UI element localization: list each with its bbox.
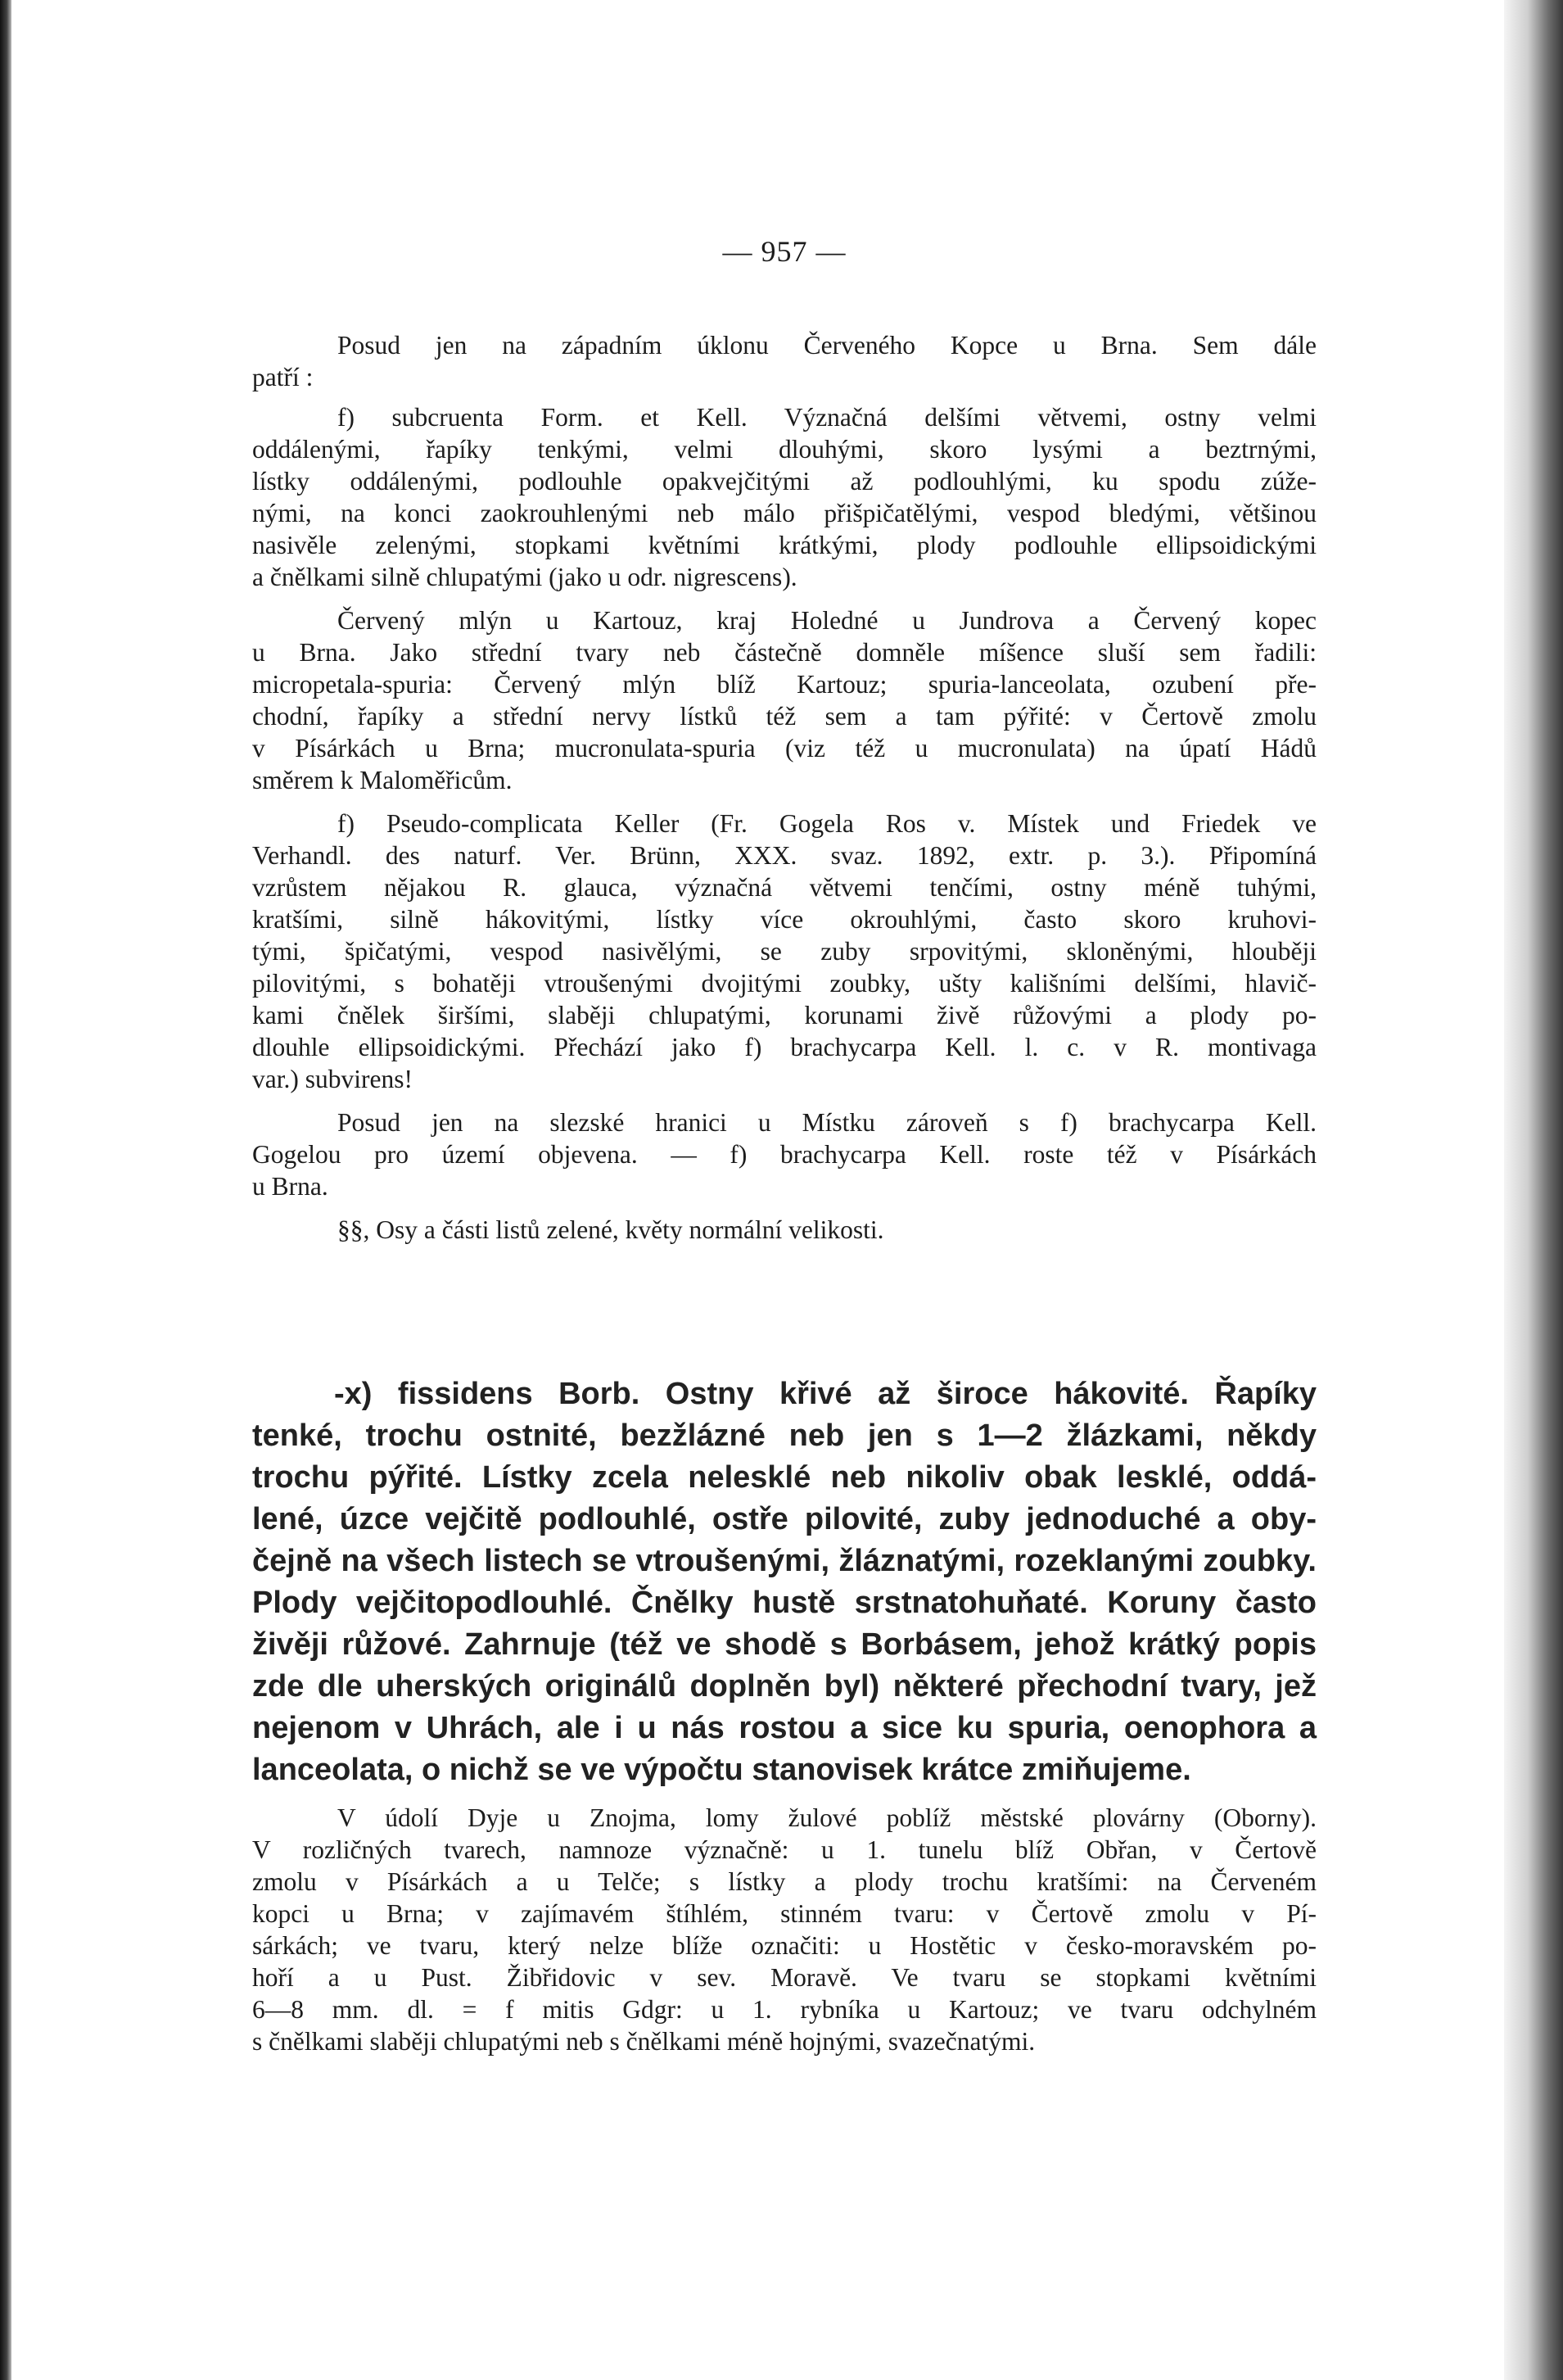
text-line: tenké, trochu ostnité, bezžlázné neb jen s 1—2 žlázkami, někdy xyxy=(252,1418,1317,1453)
text-line: Posud jen na západním úklonu Červeného Kopce u Brna. Sem dále xyxy=(337,331,1317,360)
text-line: 6—8 mm. dl. = f mitis Gdgr: u 1. rybníka u Kartouz; ve tvaru odchylném xyxy=(252,1995,1317,2024)
text-line: kami čnělek širšími, slaběji chlupatými, korunami živě růžovými a plody po- xyxy=(252,1001,1317,1029)
scan-right-edge xyxy=(1504,0,1563,2380)
text-line: Posud jen na slezské hranici u Místku zároveň s f) brachycarpa Kell. xyxy=(337,1108,1317,1137)
text-line: var.) subvirens! xyxy=(252,1065,413,1093)
paragraph-fissidens xyxy=(252,1373,1317,1791)
text-block-fissidens xyxy=(252,1373,1317,1791)
text-line: trochu pýřité. Lístky zcela nelesklé neb nikoliv obak lesklé, oddá- xyxy=(252,1460,1317,1495)
paragraph-subcruenta xyxy=(252,401,1317,593)
text-line: kopci u Brna; v zajímavém štíhlém, stinném tvaru: v Čertově zmolu v Pí- xyxy=(252,1899,1317,1928)
text-line: nejenom v Uhrách, ale i u nás rostou a sice ku spuria, oenophora a xyxy=(252,1711,1317,1745)
text-line: oddálenými, řapíky tenkými, velmi dlouhými, skoro lysými a beztrnými, xyxy=(252,435,1317,464)
text-block-1 xyxy=(252,329,1317,1246)
text-line: lené, úzce vejčitě podlouhlé, ostře pilovité, zuby jednoduché a oby- xyxy=(252,1502,1317,1536)
paragraph-pseudo-complicata xyxy=(252,808,1317,1095)
text-line: f) Pseudo-complicata Keller (Fr. Gogela Ros v. Místek und Friedek ve xyxy=(337,809,1317,838)
text-line: zmolu v Písárkách a u Telče; s lístky a plody trochu kratšími: na Červeném xyxy=(252,1867,1317,1896)
paragraph-cerveny-mlyn xyxy=(252,604,1317,796)
text-line: s čnělkami slaběji chlupatými neb s čnělkami méně hojnými, svazečnatými. xyxy=(252,2027,1036,2056)
paragraph-udoli-dyje xyxy=(252,1802,1317,2057)
text-line: patří : xyxy=(252,363,314,391)
text-line: dlouhle ellipsoidickými. Přechází jako f) brachycarpa Kell. l. c. v R. montivaga xyxy=(252,1033,1317,1061)
text-line: Plody vejčitopodlouhlé. Čnělky hustě srstnatohuňaté. Koruny často xyxy=(252,1586,1317,1620)
text-line: V rozličných tvarech, namnoze význačně: u 1. tunelu blíž Obřan, v Čertově xyxy=(252,1835,1317,1864)
paragraph-posud xyxy=(252,329,1317,393)
text-line: micropetala-spuria: Červený mlýn blíž Kartouz; spuria-lanceolata, ozubení pře- xyxy=(252,670,1317,699)
text-line: v Písárkách u Brna; mucronulata-spuria (viz též u mucronulata) na úpatí Hádů xyxy=(252,734,1317,762)
text-line: sárkách; ve tvaru, který nelze blíže označiti: u Hostětic v česko-moravském po- xyxy=(252,1931,1317,1960)
text-line: chodní, řapíky a střední nervy lístků též sem a tam pýřité: v Čertově zmolu xyxy=(252,702,1317,731)
text-line: nými, na konci zaokrouhlenými neb málo přišpičatělými, vespod bledými, většinou xyxy=(252,499,1317,527)
text-line: Verhandl. des naturf. Ver. Brünn, XXX. svaz. 1892, extr. p. 3.). Připomíná xyxy=(252,841,1317,870)
text-line: směrem k Maloměřicům. xyxy=(252,766,513,794)
text-line: -x) fissidens Borb. Ostny křivé až široce hákovité. Řapíky xyxy=(334,1377,1317,1411)
text-line: čejně na všech listech se vtroušenými, žláznatými, rozeklanými zoubky. xyxy=(252,1544,1317,1578)
text-line: u Brna. xyxy=(252,1172,328,1201)
text-line: Gogelou pro území objevena. — f) brachycarpa Kell. roste též v Písárkách xyxy=(252,1140,1317,1169)
text-line: živěji růžové. Zahrnuje (též ve shodě s Borbásem, jehož krátký popis xyxy=(252,1627,1317,1662)
text-line: V údolí Dyje u Znojma, lomy žulové poblíž městské plovárny (Oborny). xyxy=(337,1803,1317,1832)
text-line: Červený mlýn u Kartouz, kraj Holedné u Jundrova a Červený kopec xyxy=(337,606,1317,635)
book-page xyxy=(252,0,1317,2380)
paragraph-slezske-hranice xyxy=(252,1106,1317,1202)
paragraph-section-heading xyxy=(252,1214,1317,1246)
text-line: zde dle uherských originálů doplněn byl) některé přechodní tvary, jež xyxy=(252,1669,1317,1704)
text-line: f) subcruenta Form. et Kell. Význačná delšími větvemi, ostny velmi xyxy=(337,403,1317,432)
text-line: pilovitými, s bohatěji vtroušenými dvojitými zoubky, ušty kališními delšími, hlavič- xyxy=(252,969,1317,998)
text-line: kratšími, silně hákovitými, lístky více okrouhlými, často skoro kruhovi- xyxy=(252,905,1317,934)
text-line: tými, špičatými, vespod nasivělými, se zuby srpovitými, skloněnými, hlouběji xyxy=(252,937,1317,966)
text-line: lístky oddálenými, podlouhle opakvejčitými až podlouhlými, ku spodu zúže- xyxy=(252,467,1317,495)
page-number: — 957 — xyxy=(722,235,847,268)
text-line: nasivěle zelenými, stopkami květními krátkými, plody podlouhle ellipsoidickými xyxy=(252,531,1317,559)
text-line: lanceolata, o nichž se ve výpočtu stanovisek krátce zmiňujeme. xyxy=(252,1753,1191,1787)
text-line: vzrůstem nějakou R. glauca, význačná větvemi tenčími, ostny méně tuhými, xyxy=(252,873,1317,902)
text-line: a čnělkami silně chlupatými (jako u odr. nigrescens). xyxy=(252,563,797,591)
text-line: hoří a u Pust. Žibřidovic v sev. Moravě. Ve tvaru se stopkami květními xyxy=(252,1963,1317,1992)
text-line: §§, Osy a části listů zelené, květy normální velikosti. xyxy=(337,1215,884,1244)
text-line: u Brna. Jako střední tvary neb částečně domněle míšence sluší sem řadili: xyxy=(252,638,1317,667)
scan-left-edge xyxy=(0,0,11,2380)
text-block-localities xyxy=(252,1802,1317,2057)
